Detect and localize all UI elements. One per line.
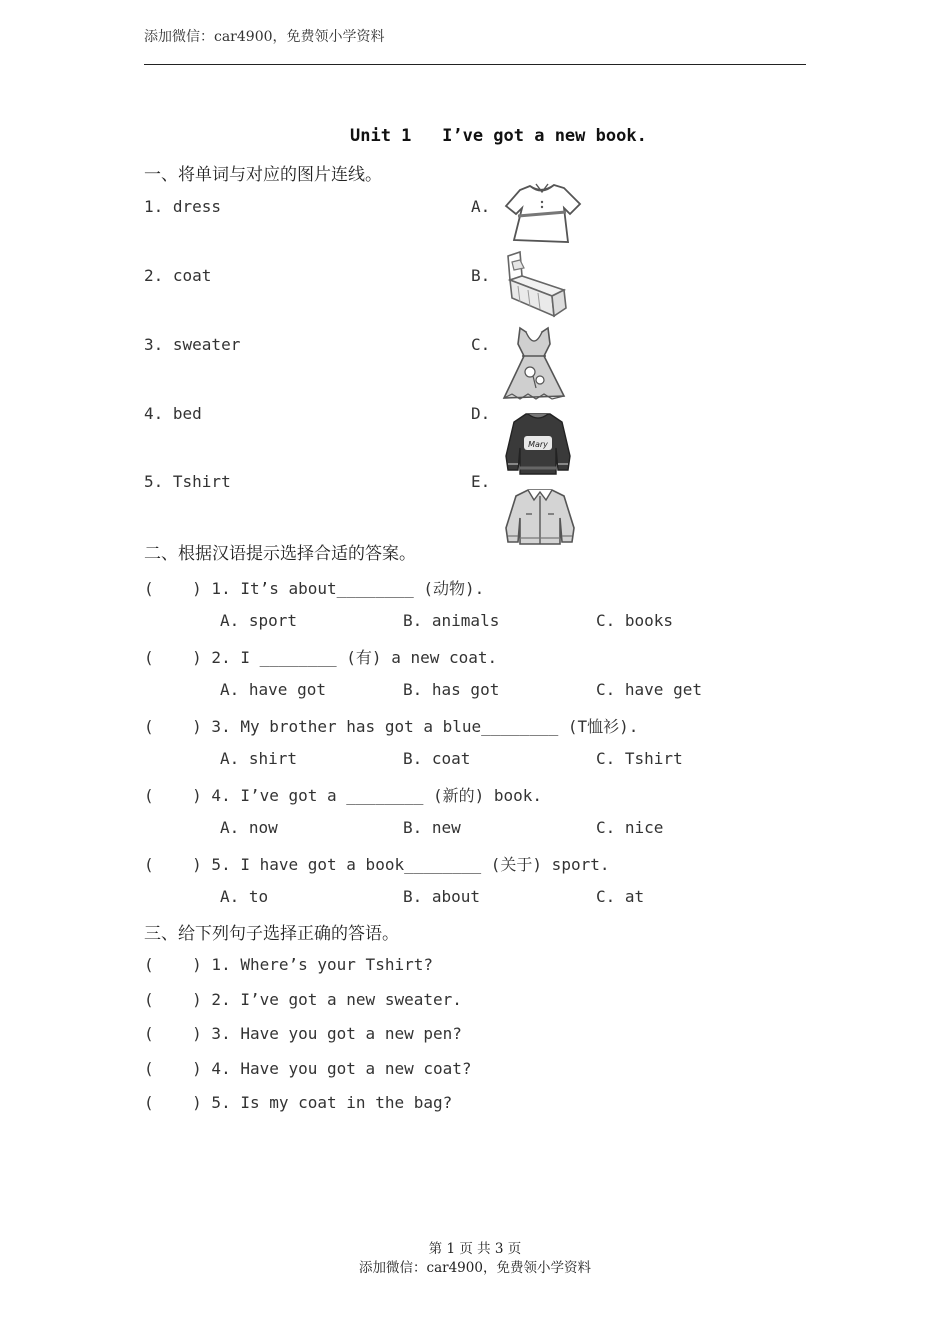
header-text: 添加微信：car4900，免费领小学资料	[144, 29, 385, 45]
sweater-logo-text: Mary	[528, 440, 548, 449]
sentence-item: ( ) 2. I’ve got a new sweater.	[144, 990, 462, 1009]
option-b: B. has got	[403, 680, 500, 699]
sentence-item: ( ) 5. Is my coat in the bag?	[144, 1093, 453, 1112]
page-number: 第 1 页 共 3 页	[428, 1241, 522, 1257]
picture-label: D.	[471, 404, 491, 423]
option-b: B. animals	[403, 611, 500, 630]
option-a: A. sport	[220, 611, 298, 630]
word-item: 4. bed	[144, 404, 202, 423]
dress-icon	[500, 324, 568, 406]
option-c: C. books	[596, 611, 674, 630]
picture-label: A.	[471, 197, 491, 216]
picture-label: C.	[471, 335, 491, 354]
option-c: C. at	[596, 887, 645, 906]
option-c: C. Tshirt	[596, 749, 683, 768]
sentence-item: ( ) 1. Where’s your Tshirt?	[144, 955, 433, 974]
bed-icon	[502, 250, 574, 322]
option-c: C. have get	[596, 680, 702, 699]
option-b: B. coat	[403, 749, 471, 768]
option-a: A. now	[220, 818, 278, 837]
option-c: C. nice	[596, 818, 664, 837]
section3-heading: 三、给下列句子选择正确的答语。	[144, 924, 399, 944]
question-stem: ( ) 1. It’s about________ (动物).	[144, 579, 485, 598]
option-a: A. to	[220, 887, 269, 906]
option-a: A. shirt	[220, 749, 298, 768]
word-item: 5. Tshirt	[144, 472, 231, 491]
word-item: 2. coat	[144, 266, 212, 285]
question-stem: ( ) 2. I ________ (有) a new coat.	[144, 648, 498, 667]
word-item: 3. sweater	[144, 335, 241, 354]
footer-text: 添加微信：car4900，免费领小学资料	[359, 1260, 591, 1276]
header-rule	[144, 64, 806, 65]
word-item: 1. dress	[144, 197, 222, 216]
question-stem: ( ) 4. I’ve got a ________ (新的) book.	[144, 786, 543, 805]
page-title: Unit 1 I’ve got a new book.	[350, 126, 647, 146]
sentence-item: ( ) 4. Have you got a new coat?	[144, 1059, 472, 1078]
section1-heading: 一、将单词与对应的图片连线。	[144, 165, 382, 185]
coat-icon	[502, 484, 578, 548]
picture-label: E.	[471, 472, 491, 491]
question-stem: ( ) 5. I have got a book________ (关于) sport.	[144, 855, 610, 874]
option-b: B. about	[403, 887, 481, 906]
picture-label: B.	[471, 266, 491, 285]
section2-heading: 二、根据汉语提示选择合适的答案。	[144, 544, 416, 564]
question-stem: ( ) 3. My brother has got a blue________ (T恤衫).	[144, 717, 639, 736]
sweater-icon	[502, 408, 574, 480]
option-a: A. have got	[220, 680, 326, 699]
option-b: B. new	[403, 818, 461, 837]
tshirt-icon	[502, 180, 582, 246]
sentence-item: ( ) 3. Have you got a new pen?	[144, 1024, 462, 1043]
